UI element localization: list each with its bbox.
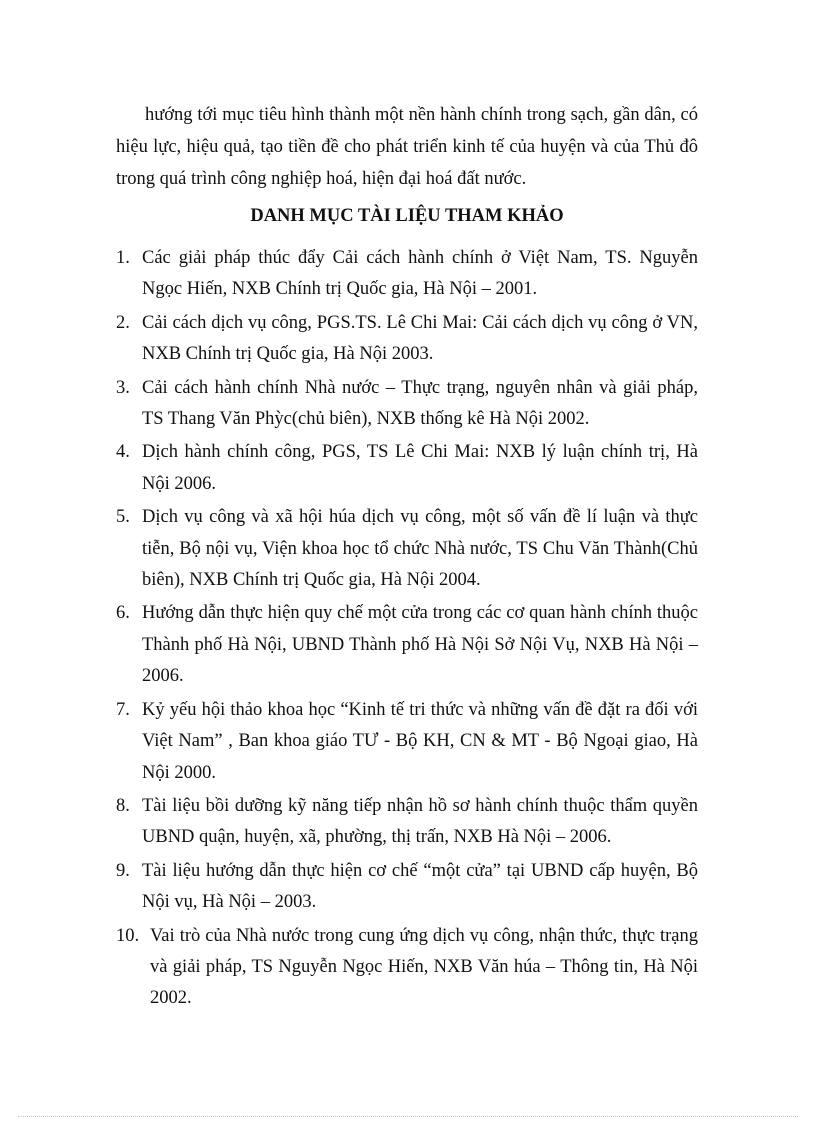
intro-paragraph: hướng tới mục tiêu hình thành một nền hành chính trong sạch, gần dân, có hiệu lực, hiệu quả, tạo tiền đề cho phát triển kinh tế của huyện và của Thủ đô trong quá trình công nghiệp hoá, hiện đại hoá đất nước. [116, 105, 698, 189]
reference-text: Tài liệu hướng dẫn thực hiện cơ chế “một cửa” tại UBND cấp huyện, Bộ Nội vụ, Hà Nội – 2003. [142, 860, 698, 913]
reference-item [116, 437, 698, 500]
reference-item [116, 695, 698, 789]
reference-number: 9. [116, 860, 130, 881]
reference-item [116, 921, 698, 1015]
reference-text: Dịch hành chính công, PGS, TS Lê Chi Mai: NXB lý luận chính trị, Hà Nội 2006. [142, 442, 698, 494]
reference-number: 3. [116, 377, 130, 398]
reference-text: Cải cách dịch vụ công, PGS.TS. Lê Chi Mai: Cải cách dịch vụ công ở VN, NXB Chính trị Quốc gia, Hà Nội 2003. [142, 312, 698, 365]
reference-item [116, 791, 698, 854]
reference-item [116, 243, 698, 306]
reference-text: Kỷ yếu hội thảo khoa học “Kinh tế tri thức và những vấn đề đặt ra đối với Việt Nam” , Ban khoa giáo TƯ - Bộ KH, CN & MT - Bộ Ngoại giao, Hà Nội 2000. [142, 699, 698, 783]
reference-number: 10. [116, 925, 140, 946]
reference-text: Cải cách hành chính Nhà nước – Thực trạng, nguyên nhân và giải pháp, TS Thang Văn Phỳc(chủ biên), NXB thống kê Hà Nội 2002. [142, 377, 698, 430]
reference-item [116, 598, 698, 692]
reference-item [116, 308, 698, 371]
reference-number: 1. [116, 248, 130, 268]
references-heading: DANH MỤC TÀI LIỆU THAM KHẢO [250, 206, 564, 226]
reference-number: 7. [116, 699, 130, 720]
reference-number: 2. [116, 312, 130, 333]
reference-text: Vai trò của Nhà nước trong cung ứng dịch vụ công, nhận thức, thực trạng và giải pháp, TS Nguyễn Ngọc Hiến, NXB Văn húa – Thông tin, Hà Nội 2002. [150, 925, 698, 1009]
reference-number: 6. [116, 603, 130, 624]
page-bottom-divider [18, 1116, 798, 1117]
reference-text: Dịch vụ công và xã hội húa dịch vụ công, một số vấn đề lí luận và thực tiễn, Bộ nội vụ, Viện khoa học tổ chức Nhà nước, TS Chu Văn Thành(Chủ biên), NXB Chính trị Quốc gia, Hà Nội 2004. [142, 507, 698, 591]
reference-text: Các giải pháp thúc đẩy Cải cách hành chính ở Việt Nam, TS. Nguyễn Ngọc Hiến, NXB Chính trị Quốc gia, Hà Nội – 2001. [142, 248, 698, 300]
reference-number: 8. [116, 795, 130, 816]
reference-item [116, 856, 698, 919]
reference-number: 5. [116, 507, 130, 528]
reference-item [116, 373, 698, 436]
reference-item [116, 502, 698, 596]
reference-text: Tài liệu bồi dưỡng kỹ năng tiếp nhận hồ sơ hành chính thuộc thẩm quyền UBND quận, huyện, xã, phường, thị trấn, NXB Hà Nội – 2006. [142, 795, 698, 848]
reference-text: Hướng dẫn thực hiện quy chế một cửa trong các cơ quan hành chính thuộc Thành phố Hà Nội, UBND Thành phố Hà Nội Sở Nội Vụ, NXB Hà Nội – 2006. [142, 603, 698, 687]
reference-number: 4. [116, 442, 130, 463]
references-list [116, 243, 698, 1017]
